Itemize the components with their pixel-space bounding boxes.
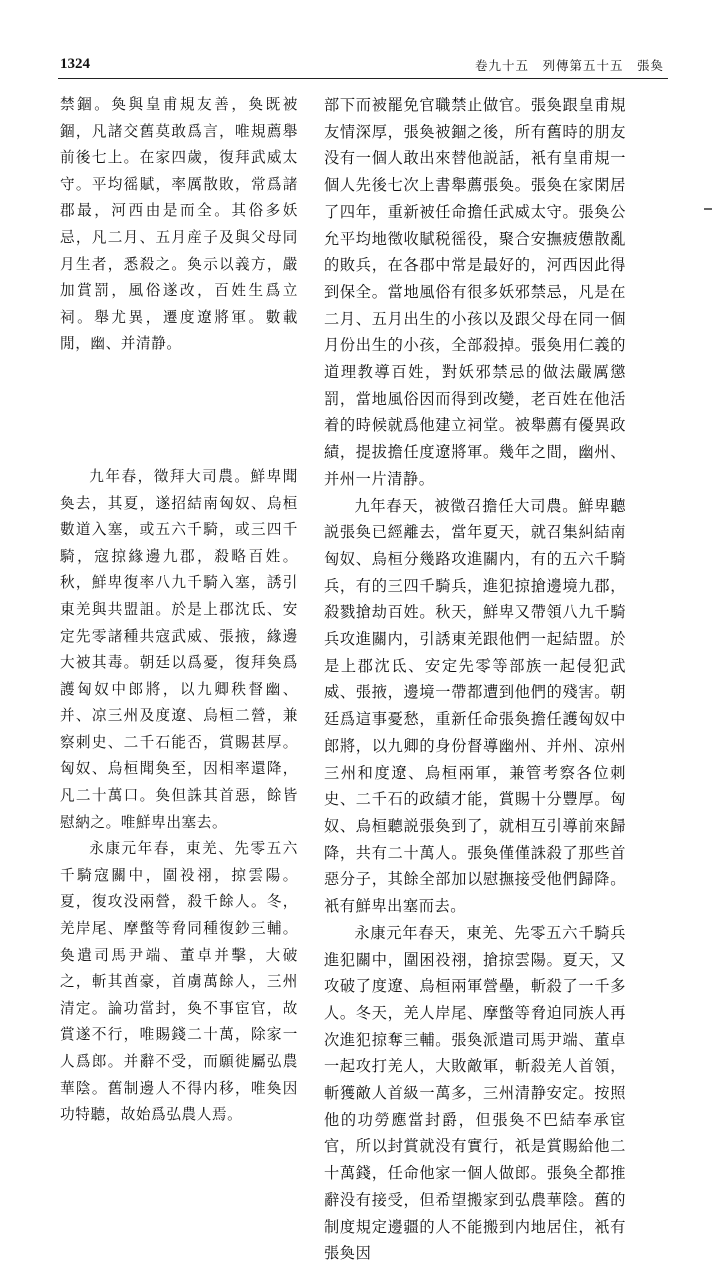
page-number: 1324 (60, 56, 90, 72)
page-header (58, 52, 668, 79)
translation-text-column (324, 92, 626, 1267)
classical-paragraph-1: 禁錮。奐與皇甫規友善，奐既被錮，凡諸交舊莫敢爲言，唯規薦舉前後七上。在家四歲，復拜武威太守。平均徭賦，率厲散敗，常爲諸郡最，河西由是而全。其俗多妖忌，凡二月、五月産子及與父母同月生者，悉殺之。奐示以義方，嚴加賞罰，風俗遂改，百姓生爲立祠。舉尤異，遷度遼將軍。數載閒，幽、并清静。 (60, 96, 298, 353)
running-title: 卷九十五 列傳第五十五 張奐 (474, 58, 664, 73)
translation-paragraph-1: 部下而被罷免官職禁止做官。張奐跟皇甫規友情深厚，張奐被錮之後，所有舊時的朋友没有一個人敢出來替他説話，衹有皇甫規一個人先後七次上書舉薦張奐。張奐在家閑居了四年，重新被任命擔任武威太守。張奐公允平均地徵收賦税徭役，聚合安撫疲憊散亂的敗兵，在各郡中常是最好的，河西因此得到保全。當地風俗有很多妖邪禁忌，凡是在二月、五月出生的小孩以及跟父母在同一個月份出生的小孩，全部殺掉。張奐用仁義的道理教導百姓，對妖邪禁忌的做法嚴厲懲罰，當地風俗因而得到改變，老百姓在他活着的時候就爲他建立祠堂。被舉薦有優異政績，提拔擔任度遼將軍。幾年之間，幽州、并州一片清静。 (324, 96, 626, 488)
classical-paragraph-2: 九年春，徵拜大司農。鮮卑聞奐去，其夏，遂招結南匈奴、烏桓數道入塞，或五六千騎，或三四千騎，寇掠緣邊九郡，殺略百姓。秋，鮮卑復率八九千騎入塞，誘引東羌與共盟詛。於是上郡沈氐、安定先零諸種共寇武威、張掖，緣邊大被其毒。朝廷以爲憂，復拜奐爲護匈奴中郎將，以九卿秩督幽、并、凉三州及度遼、烏桓二營，兼察刺史、二千石能否，賞賜甚厚。匈奴、烏桓聞奐至，因相率還降，凡二十萬口。奐但誅其首惡，餘皆慰納之。唯鮮卑出塞去。 (60, 467, 298, 831)
margin-mark (704, 208, 712, 210)
classical-paragraph-3: 永康元年春，東羌、先零五六千騎寇關中，圍祋祤，掠雲陽。夏，復攻没兩營，殺千餘人。冬，羌岸尾、摩蟞等脅同種復鈔三輔。奐遣司馬尹端、董卓并擊，大破之，斬其酋豪，首虜萬餘人，三州清定。論功當封，奐不事宦官，故賞遂不行，唯賜錢二十萬，除家一人爲郎。并辭不受，而願徙屬弘農華陰。舊制邊人不得内移，唯奐因功特聽，故始爲弘農人焉。 (60, 840, 298, 1124)
translation-paragraph-2: 九年春天，被徵召擔任大司農。鮮卑聽説張奐已經離去，當年夏天，就召集糾結南匈奴、烏桓分幾路攻進關内，有的五六千騎兵，有的三四千騎兵，進犯掠搶邊境九郡，殺戮搶劫百姓。秋天，鮮卑又帶領八九千騎兵攻進關内，引誘東羌跟他們一起結盟。於是上郡沈氐、安定先零等部族一起侵犯武威、張掖，邊境一帶都遭到他們的殘害。朝廷爲這事憂愁，重新任命張奐擔任護匈奴中郎將，以九卿的身份督導幽州、并州、凉州三州和度遼、烏桓兩軍，兼管考察各位刺史、二千石的政績才能，賞賜十分豐厚。匈奴、烏桓聽説張奐到了，就相互引導前來歸降，共有二十萬人。張奐僅僅誅殺了那些首惡分子，其餘全部加以慰撫接受他們歸降。衹有鮮卑出塞而去。 (324, 496, 626, 916)
translation-paragraph-3: 永康元年春天，東羌、先零五六千騎兵進犯關中，圍困祋祤，搶掠雲陽。夏天，又攻破了度遼、烏桓兩軍營壘，斬殺了一千多人。冬天，羌人岸尾、摩蟞等脅迫同族人再次進犯掠奪三輔。張奐派遣司馬尹端、董卓一起攻打羌人，大敗敵軍，斬殺羌人首領，斬獲敵人首級一萬多，三州清静安定。按照他的功勞應當封爵，但張奐不巴結奉承宦官，所以封賞就没有實行，祇是賞賜給他二十萬錢，任命他家一個人做郎。張奐全都推辭没有接受，但希望搬家到弘農華陰。舊的制度規定邊疆的人不能搬到内地居住，衹有張奐因 (324, 923, 626, 1263)
classical-text-column (60, 92, 298, 1129)
paragraph-gap (60, 358, 298, 464)
